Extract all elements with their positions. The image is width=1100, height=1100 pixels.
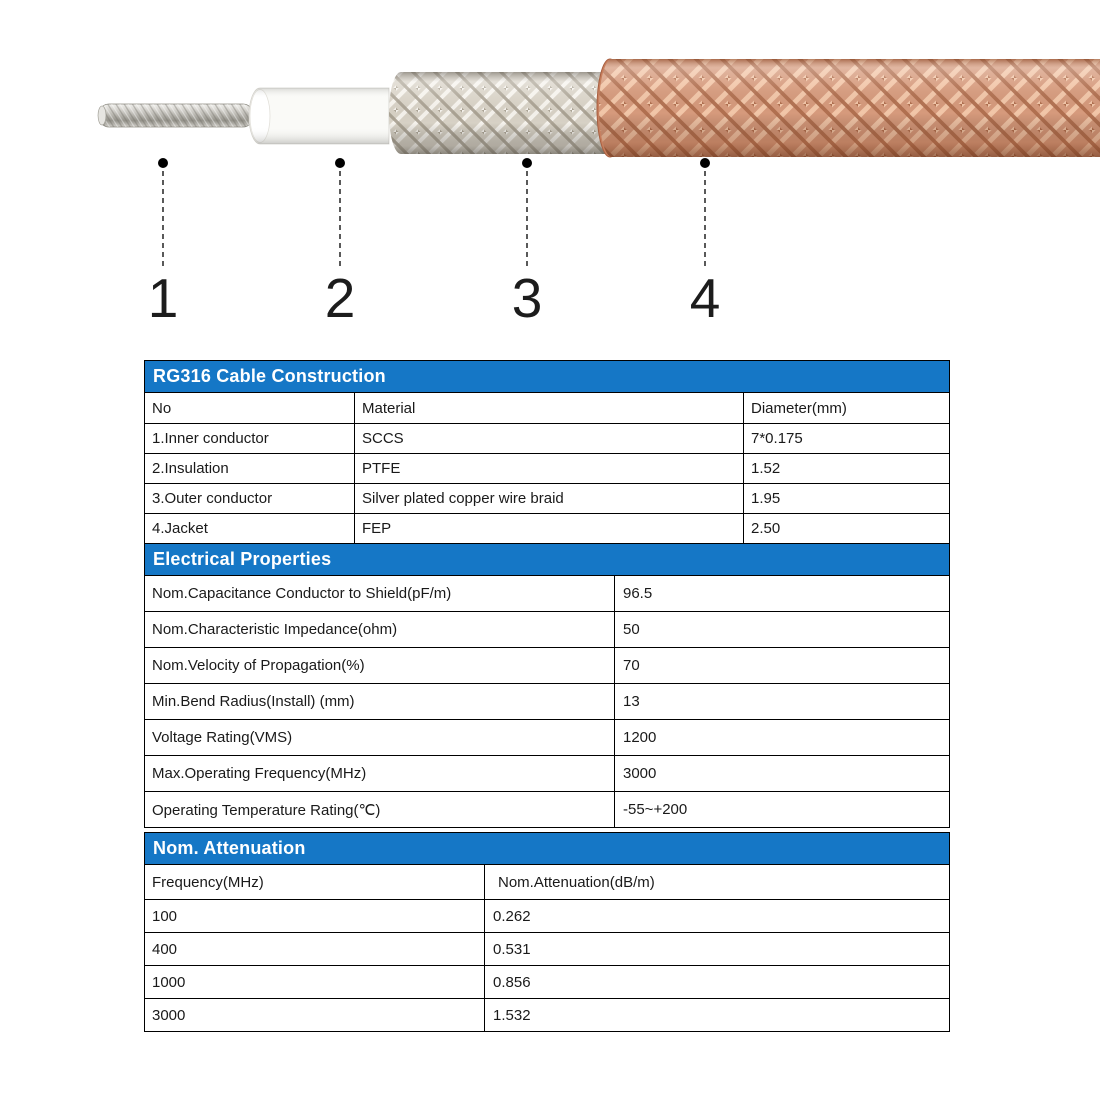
- layer-number-label: 2: [324, 267, 356, 329]
- table-cell: Nom.Characteristic Impedance(ohm): [145, 612, 615, 648]
- table-cell: 1200: [615, 720, 950, 756]
- table-cell: 400: [145, 933, 485, 966]
- leader-dot: [336, 159, 345, 168]
- table-cell: FEP: [355, 514, 744, 544]
- layer-number-label: 1: [147, 267, 179, 329]
- table-cell: 1.532: [485, 999, 950, 1032]
- table-cell: 3.Outer conductor: [145, 484, 355, 514]
- layer-number-label: 3: [511, 267, 543, 329]
- table-row: [145, 792, 950, 828]
- table-cell: 1000: [145, 966, 485, 999]
- table-cell: 4.Jacket: [145, 514, 355, 544]
- table-cell: Operating Temperature Rating(℃): [145, 792, 615, 828]
- table-row: [145, 900, 950, 933]
- table-cell: Nom.Velocity of Propagation(%): [145, 648, 615, 684]
- table-row: [145, 756, 950, 792]
- table-cell: 0.531: [485, 933, 950, 966]
- column-header: Nom.Attenuation(dB/m): [485, 865, 950, 900]
- table-cell: 3000: [145, 999, 485, 1032]
- table-cell: 1.95: [744, 484, 950, 514]
- table-cell: 70: [615, 648, 950, 684]
- table-row: [145, 424, 950, 454]
- table-cell: 1.Inner conductor: [145, 424, 355, 454]
- leader-dot: [159, 159, 168, 168]
- cable-jacket: [597, 59, 1100, 157]
- table-header-row: [145, 865, 950, 900]
- leader-lines: [159, 159, 710, 268]
- table-cell: PTFE: [355, 454, 744, 484]
- cable-cutaway-diagram: [0, 0, 1100, 335]
- table-cell: Min.Bend Radius(Install) (mm): [145, 684, 615, 720]
- table-row: [145, 514, 950, 544]
- construction-title: RG316 Cable Construction: [144, 360, 950, 393]
- table-header-row: [145, 393, 950, 424]
- leader-dot: [701, 159, 710, 168]
- column-header: Frequency(MHz): [145, 865, 485, 900]
- column-header: No: [145, 393, 355, 424]
- table-cell: Nom.Capacitance Conductor to Shield(pF/m): [145, 576, 615, 612]
- spec-tables: [144, 360, 950, 1032]
- table-row: [145, 966, 950, 999]
- electrical-section: [144, 543, 950, 828]
- attenuation-table: [144, 864, 950, 1032]
- cable-outer-conductor: [389, 72, 607, 154]
- table-cell: 7*0.175: [744, 424, 950, 454]
- table-row: [145, 484, 950, 514]
- table-cell: 50: [615, 612, 950, 648]
- construction-section: [144, 360, 950, 544]
- table-cell: 1.52: [744, 454, 950, 484]
- construction-table: [144, 392, 950, 544]
- table-row: [145, 933, 950, 966]
- column-header: Material: [355, 393, 744, 424]
- table-row: [145, 720, 950, 756]
- electrical-table: [144, 575, 950, 828]
- table-row: [145, 454, 950, 484]
- table-row: [145, 612, 950, 648]
- table-row: [145, 576, 950, 612]
- table-cell: SCCS: [355, 424, 744, 454]
- table-cell: 0.856: [485, 966, 950, 999]
- table-row: [145, 999, 950, 1032]
- table-cell: 3000: [615, 756, 950, 792]
- table-cell: -55~+200: [615, 792, 950, 828]
- electrical-title: Electrical Properties: [144, 543, 950, 576]
- leader-dot: [523, 159, 532, 168]
- table-cell: 2.Insulation: [145, 454, 355, 484]
- attenuation-section: [144, 832, 950, 1032]
- column-header: Diameter(mm): [744, 393, 950, 424]
- table-cell: 13: [615, 684, 950, 720]
- table-cell: 96.5: [615, 576, 950, 612]
- layer-number-label: 4: [689, 267, 721, 329]
- table-cell: Max.Operating Frequency(MHz): [145, 756, 615, 792]
- table-cell: 2.50: [744, 514, 950, 544]
- table-cell: 0.262: [485, 900, 950, 933]
- table-row: [145, 684, 950, 720]
- table-cell: Silver plated copper wire braid: [355, 484, 744, 514]
- table-cell: 100: [145, 900, 485, 933]
- table-row: [145, 648, 950, 684]
- table-cell: Voltage Rating(VMS): [145, 720, 615, 756]
- attenuation-title: Nom. Attenuation: [144, 832, 950, 865]
- cable-insulation: [249, 88, 389, 144]
- cable-inner-conductor: [98, 104, 253, 127]
